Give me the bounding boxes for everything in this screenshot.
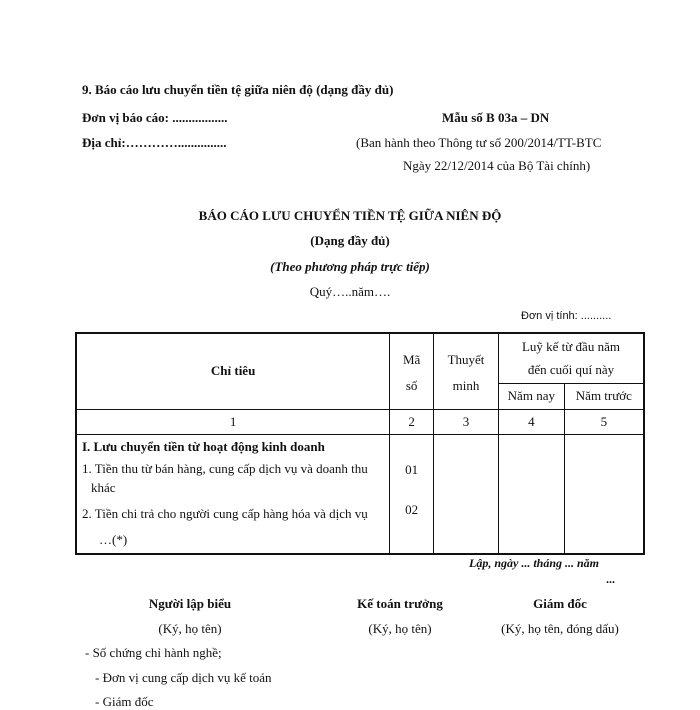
form-number: Mẫu số B 03a – DN xyxy=(442,110,550,125)
address-label: Địa chỉ:…………............... xyxy=(82,135,227,150)
table-body-notes xyxy=(434,434,499,554)
header-note: Thuyết minh xyxy=(434,333,499,409)
signer-chief-accountant-role: Kế toán trưởng xyxy=(357,596,443,611)
continuation-marker: …(*) xyxy=(99,531,128,547)
table-row-label: 1. Tiền thu từ bán hàng, cung cấp dịch vụ và doanh thu khác xyxy=(82,460,368,495)
signer-chief-accountant-note: (Ký, họ tên) xyxy=(368,621,432,636)
table-body-indicators xyxy=(76,434,390,554)
header-this-year: Năm nay xyxy=(498,383,564,409)
report-period: Quý…..năm…. xyxy=(309,284,391,299)
reporting-unit-label: Đơn vị báo cáo: ................. xyxy=(82,110,228,125)
report-title: BÁO CÁO LƯU CHUYỂN TIỀN TỆ GIỮA NIÊN ĐỘ xyxy=(198,208,502,223)
date-line: Lập, ngày ... tháng ... năm xyxy=(469,556,600,570)
section-title: 9. Báo cáo lưu chuyển tiền tệ giữa niên độ (dạng đầy đủ) xyxy=(82,82,394,97)
column-number-5: 5 xyxy=(564,409,644,434)
report-subtitle: (Dạng đầy đủ) xyxy=(310,233,390,248)
signer-preparer-note: (Ký, họ tên) xyxy=(158,621,222,636)
date-line-continuation: ... xyxy=(606,572,615,586)
signer-preparer-role: Người lập biểu xyxy=(148,596,232,611)
cash-flow-table xyxy=(75,332,645,555)
header-last-year: Năm trước xyxy=(564,383,644,409)
issued-by-line-2: Ngày 22/12/2014 của Bộ Tài chính) xyxy=(403,158,591,173)
footer-note-certificate: - Số chứng chỉ hành nghề; xyxy=(85,645,222,660)
column-number-1: 1 xyxy=(76,409,390,434)
table-body-last-year xyxy=(564,434,644,554)
column-number-4: 4 xyxy=(498,409,564,434)
header-indicator: Chỉ tiêu xyxy=(76,333,390,409)
currency-unit: Đơn vị tính: .......... xyxy=(521,310,612,322)
table-body-this-year xyxy=(498,434,564,554)
column-number-2: 2 xyxy=(390,409,434,434)
section-heading: I. Lưu chuyển tiền từ hoạt động kinh doanh xyxy=(82,438,325,454)
footer-note-director: - Giám đốc xyxy=(95,694,154,709)
row-code: 02 xyxy=(405,501,419,517)
table-row-label: 2. Tiền chi trả cho người cung cấp hàng hóa và dịch vụ xyxy=(82,505,368,521)
footer-note-service-provider: - Đơn vị cung cấp dịch vụ kế toán xyxy=(95,670,272,685)
header-accumulated: Luỹ kế từ đầu năm đến cuối quí này xyxy=(498,333,644,383)
issued-by-line-1: (Ban hành theo Thông tư số 200/2014/TT-BTC xyxy=(356,135,602,150)
table-body-codes xyxy=(390,434,434,554)
signer-director-note: (Ký, họ tên, đóng dấu) xyxy=(501,621,619,636)
signer-director-role: Giám đốc xyxy=(533,596,587,611)
header-code: Mã số xyxy=(390,333,434,409)
report-method: (Theo phương pháp trực tiếp) xyxy=(270,259,430,274)
row-code: 01 xyxy=(405,461,419,477)
column-number-3: 3 xyxy=(434,409,499,434)
